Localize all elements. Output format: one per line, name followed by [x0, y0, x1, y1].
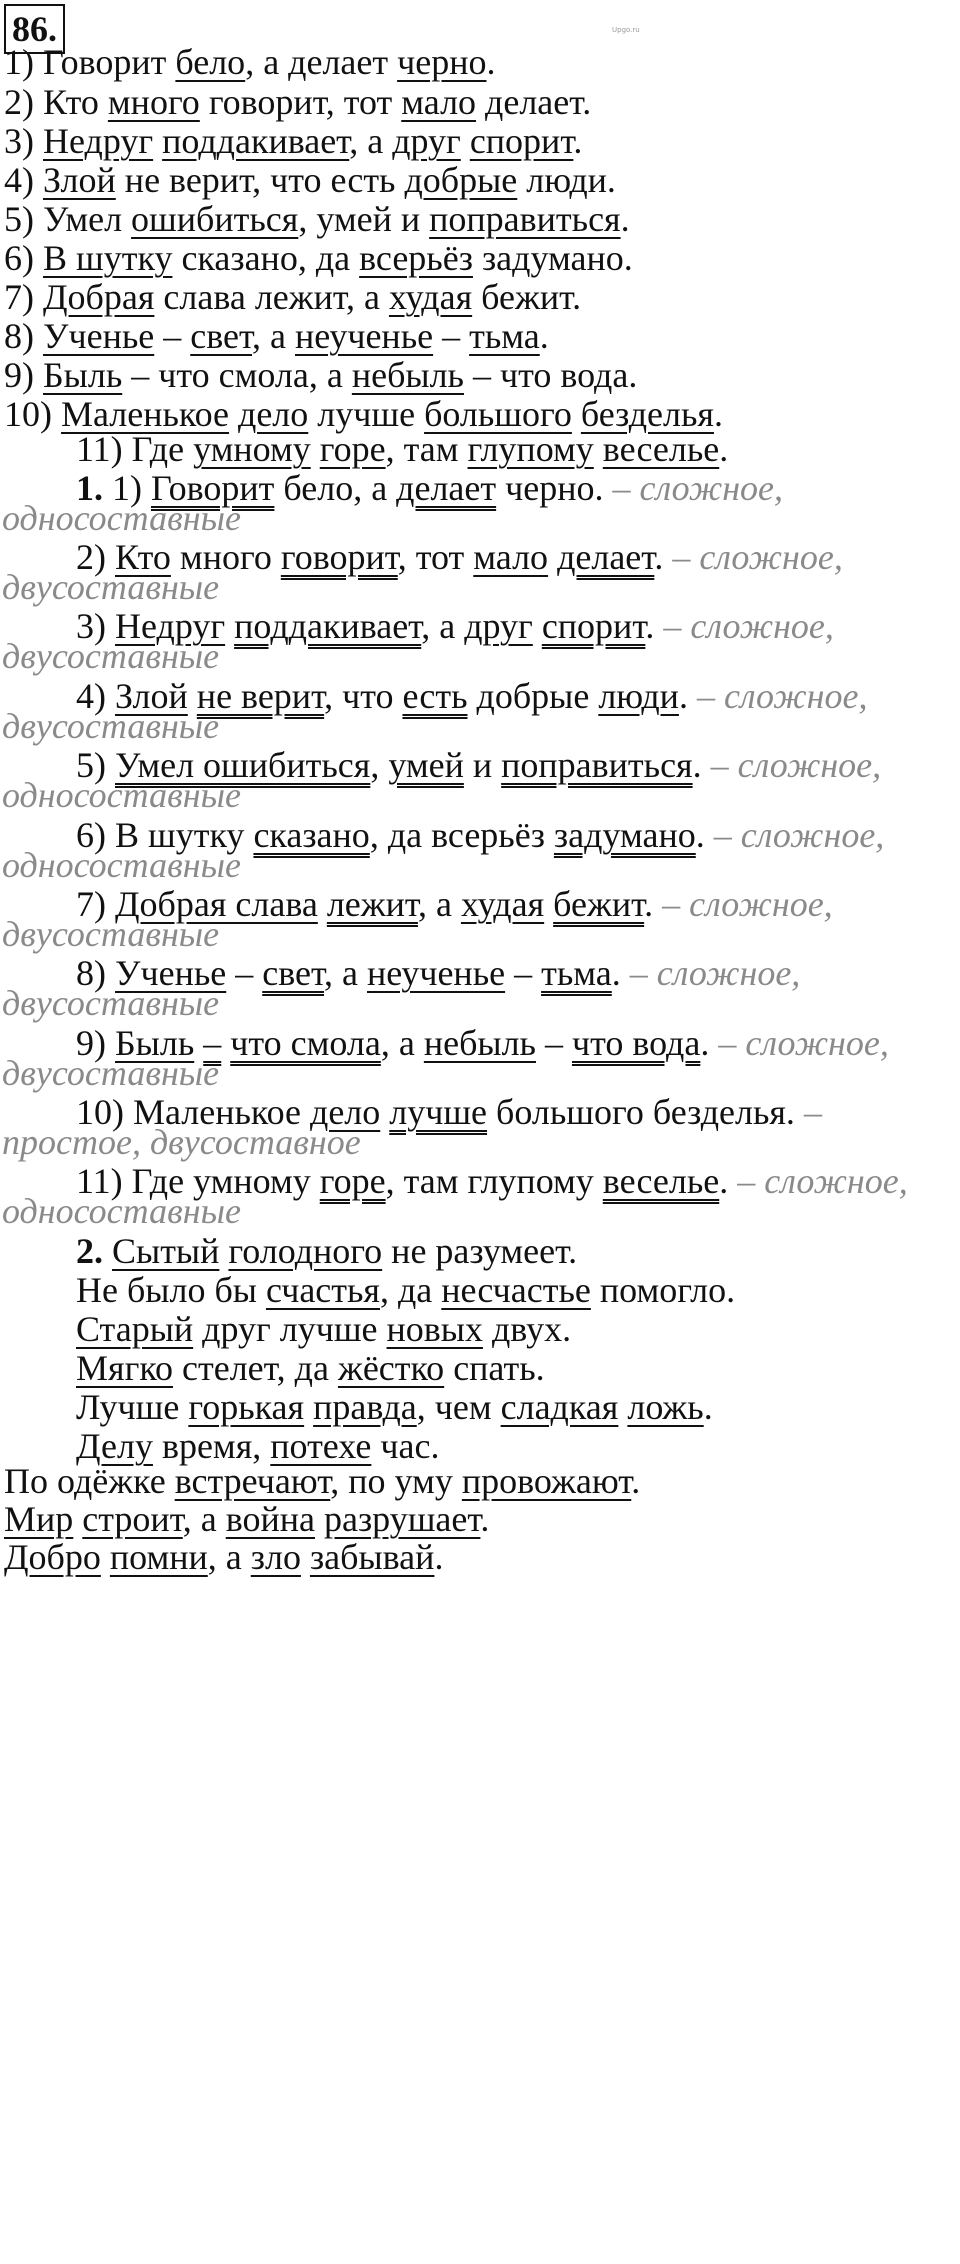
- underlined-word: Злой: [43, 160, 116, 200]
- underlined-word: веселье: [602, 429, 720, 469]
- underlined-word: Добрая: [43, 277, 155, 317]
- syntax-note: двусоставные: [2, 983, 220, 1023]
- syntax-note: односоставные: [2, 1191, 241, 1231]
- text-run: .: [695, 815, 714, 855]
- text-run: .: [654, 537, 673, 577]
- underlined-word: задумано: [553, 815, 696, 855]
- text-run: 11) Где: [76, 429, 194, 469]
- text-run: бежит.: [472, 277, 582, 317]
- underlined-word: Злой: [115, 676, 188, 716]
- syntax-note: двусоставные: [2, 706, 220, 746]
- text-run: 1) Говорит: [4, 42, 176, 82]
- underlined-word: Быль: [43, 355, 123, 395]
- underlined-word: тьма: [469, 316, 540, 356]
- underlined-word: глупому: [467, 429, 594, 469]
- underlined-word: потехе: [270, 1426, 372, 1466]
- underlined-word: делает: [557, 537, 655, 577]
- underlined-word: бело: [175, 42, 246, 82]
- text-run: .: [620, 199, 630, 239]
- underlined-word: неученье: [367, 953, 506, 993]
- text-run: – что смола, а: [122, 355, 352, 395]
- text-run: –: [505, 953, 542, 993]
- underlined-word: друг: [464, 606, 533, 646]
- syntax-note: – сложное,: [718, 1023, 889, 1063]
- text-run: [618, 1387, 627, 1427]
- text-run: 2) Кто: [4, 82, 108, 122]
- underlined-word: Мир: [4, 1499, 74, 1539]
- watermark: Upgo.ru: [612, 26, 640, 34]
- underlined-word: говорит: [280, 537, 398, 577]
- underlined-word: зло: [250, 1537, 301, 1577]
- text-run: [301, 1537, 310, 1577]
- text-run: , а: [252, 316, 295, 356]
- text-run: [544, 884, 553, 924]
- text-run: , а: [421, 606, 465, 646]
- text-run: 6): [4, 238, 43, 278]
- text-run: , да: [379, 1270, 442, 1310]
- text-run: 9): [76, 1023, 115, 1063]
- text-run: слава лежит, а: [154, 277, 389, 317]
- underlined-word: мало: [473, 537, 549, 577]
- text-run: , там глупому: [385, 1161, 603, 1201]
- text-run: .: [713, 394, 723, 434]
- text-run: .: [434, 1537, 444, 1577]
- underlined-word: Сытый: [112, 1231, 220, 1271]
- underlined-word: свет: [262, 953, 325, 993]
- text-run: 1.: [76, 468, 103, 508]
- underlined-word: Умел ошибиться: [115, 745, 371, 785]
- text-run: , тот: [397, 537, 474, 577]
- underlined-word: Недруг: [43, 121, 154, 161]
- text-run: [101, 1537, 110, 1577]
- text-run: делает.: [476, 82, 592, 122]
- text-run: спать.: [444, 1348, 545, 1388]
- text-run: , да всерьёз: [369, 815, 554, 855]
- text-run: .: [703, 1387, 713, 1427]
- underlined-word: горе: [319, 1161, 386, 1201]
- text-run: .: [692, 745, 711, 785]
- syntax-note: двусоставные: [2, 636, 220, 676]
- underlined-word: поддакивает: [162, 121, 350, 161]
- syntax-note: – сложное,: [629, 953, 801, 993]
- underlined-word: небыль: [423, 1023, 536, 1063]
- text-run: , а: [380, 1023, 424, 1063]
- syntax-note: –: [803, 1092, 822, 1132]
- underlined-word: счастья: [265, 1270, 380, 1310]
- text-run: лучше: [308, 394, 425, 434]
- text-run: помогло.: [590, 1270, 736, 1310]
- text-run: 9): [4, 355, 43, 395]
- text-run: [380, 1092, 389, 1132]
- text-run: [548, 537, 557, 577]
- underlined-word: бежит: [553, 884, 645, 924]
- syntax-note: – сложное,: [737, 1161, 908, 1201]
- underlined-word: добрые: [404, 160, 518, 200]
- text-run: 8): [76, 953, 115, 993]
- syntax-note: – сложное,: [696, 676, 868, 716]
- underlined-word: Добрая слава: [115, 884, 318, 924]
- text-run: 6) В шутку: [76, 815, 254, 855]
- text-run: – что вода.: [463, 355, 638, 395]
- text-run: –: [535, 1023, 572, 1063]
- underlined-word: Говорит: [151, 468, 275, 508]
- underlined-word: новых: [386, 1309, 483, 1349]
- text-run: 8): [4, 316, 43, 356]
- underlined-word: поддакивает: [234, 606, 422, 646]
- underlined-word: неученье: [295, 316, 434, 356]
- underlined-word: Маленькое: [61, 394, 230, 434]
- text-run: 11) Где умному: [76, 1161, 320, 1201]
- underlined-word: тьма: [541, 953, 612, 993]
- underlined-word: поправиться: [501, 745, 693, 785]
- text-run: 7): [76, 884, 115, 924]
- underlined-word: ошибиться: [131, 199, 299, 239]
- text-run: много: [170, 537, 281, 577]
- text-run: , там: [385, 429, 468, 469]
- syntax-note: двусоставные: [2, 914, 220, 954]
- underlined-word: Недруг: [115, 606, 226, 646]
- text-run: , а: [182, 1499, 226, 1539]
- underlined-word: что смола: [230, 1023, 381, 1063]
- underlined-word: худая: [388, 277, 473, 317]
- text-run: 2): [76, 537, 115, 577]
- exercise-number: 86: [12, 9, 48, 49]
- underlined-word: есть: [402, 676, 468, 716]
- text-run: 2.: [76, 1231, 103, 1271]
- text-run: , а делает: [245, 42, 398, 82]
- text-run: [225, 606, 234, 646]
- syntax-note: – сложное,: [713, 815, 885, 855]
- underlined-word: Ученье: [43, 316, 155, 356]
- text-run: .: [486, 42, 496, 82]
- syntax-note: – сложное,: [672, 537, 843, 577]
- text-run: 3): [4, 121, 43, 161]
- text-run: , чем: [416, 1387, 501, 1427]
- text-run: , а: [207, 1537, 251, 1577]
- text-run: 4): [76, 676, 115, 716]
- text-run: .: [573, 121, 583, 161]
- underlined-word: –: [203, 1023, 222, 1063]
- underlined-word: Кто: [115, 537, 171, 577]
- text-run: сказано, да: [172, 238, 360, 278]
- underlined-word: правда: [313, 1387, 417, 1427]
- text-run: час.: [371, 1426, 440, 1466]
- underlined-word: друг: [392, 121, 461, 161]
- underlined-word: Быль: [115, 1023, 195, 1063]
- underlined-word: несчастье: [441, 1270, 591, 1310]
- text-run: –: [154, 316, 191, 356]
- underlined-word: строит: [82, 1499, 183, 1539]
- underlined-word: сказано: [253, 815, 370, 855]
- underlined-word: дело: [310, 1092, 381, 1132]
- underlined-word: много: [107, 82, 200, 122]
- text-run: черно.: [496, 468, 613, 508]
- text-run: .: [631, 1461, 641, 1501]
- text-run: –: [433, 316, 470, 356]
- text-run: .: [700, 1023, 719, 1063]
- text-run: По одёжке: [4, 1461, 175, 1501]
- text-run: и: [463, 745, 502, 785]
- underlined-word: не верит: [196, 676, 325, 716]
- text-run: .: [611, 953, 630, 993]
- underlined-word: сладкая: [500, 1387, 619, 1427]
- text-run: люди.: [517, 160, 616, 200]
- underlined-word: жёстко: [337, 1348, 445, 1388]
- text-run: 7): [4, 277, 43, 317]
- syntax-note: односоставные: [2, 775, 241, 815]
- syntax-note: двусоставные: [2, 567, 220, 607]
- text-run: .: [644, 884, 663, 924]
- syntax-note: двусоставные: [2, 1053, 220, 1093]
- text-run: [318, 884, 327, 924]
- underlined-word: умному: [193, 429, 311, 469]
- syntax-note: – сложное,: [710, 745, 882, 785]
- underlined-word: горькая: [188, 1387, 305, 1427]
- text-run: Лучше: [76, 1387, 189, 1427]
- syntax-note: односоставные: [2, 498, 241, 538]
- underlined-word: делает: [396, 468, 497, 508]
- underlined-word: спорит: [469, 121, 574, 161]
- text-run: 5) Умел: [4, 199, 132, 239]
- text-run: , по уму: [330, 1461, 462, 1501]
- underlined-word: безделья: [580, 394, 714, 434]
- text-run: .: [719, 1161, 738, 1201]
- underlined-word: что вода: [571, 1023, 701, 1063]
- underlined-word: Делу: [76, 1426, 153, 1466]
- text-run: время,: [152, 1426, 271, 1466]
- text-run: [221, 1023, 230, 1063]
- text-run: добрые: [467, 676, 599, 716]
- underlined-word: В шутку: [43, 238, 173, 278]
- underlined-word: лучше: [389, 1092, 488, 1132]
- underlined-word: большого: [424, 394, 572, 434]
- text-run: бело, а: [274, 468, 397, 508]
- underlined-word: провожают: [461, 1461, 632, 1501]
- text-run: ,: [370, 745, 389, 785]
- underlined-word: горе: [319, 429, 386, 469]
- underlined-word: спорит: [541, 606, 646, 646]
- text-run: двух.: [482, 1309, 572, 1349]
- text-run: .: [480, 1499, 490, 1539]
- syntax-note: односоставные: [2, 845, 241, 885]
- exercise-number-dot: .: [48, 9, 57, 49]
- underlined-word: умей: [388, 745, 464, 785]
- syntax-note: – сложное,: [612, 468, 784, 508]
- underlined-word: худая: [460, 884, 545, 924]
- text-run: большого безделья.: [487, 1092, 804, 1132]
- text-run: , а: [417, 884, 461, 924]
- underlined-word: встречают: [174, 1461, 331, 1501]
- underlined-word: голодного: [228, 1231, 383, 1271]
- underlined-word: люди: [598, 676, 679, 716]
- underlined-word: Мягко: [76, 1348, 173, 1388]
- text-run: не верит, что есть: [115, 160, 405, 200]
- underlined-word: разрушает: [323, 1499, 481, 1539]
- text-run: , что: [324, 676, 403, 716]
- text-run: .: [539, 316, 549, 356]
- underlined-word: всерьёз: [359, 238, 473, 278]
- text-run: [533, 606, 542, 646]
- underlined-word: черно: [397, 42, 487, 82]
- underlined-word: Старый: [76, 1309, 194, 1349]
- text-run: –: [226, 953, 263, 993]
- text-run: Не было бы: [76, 1270, 266, 1310]
- text-run: 10) Маленькое: [76, 1092, 310, 1132]
- text-run: .: [645, 606, 664, 646]
- text-run: говорит, тот: [199, 82, 402, 122]
- underlined-word: небыль: [351, 355, 464, 395]
- text-run: , умей и: [298, 199, 430, 239]
- underlined-word: ложь: [627, 1387, 704, 1427]
- syntax-note: – сложное,: [662, 884, 833, 924]
- syntax-note: – сложное,: [663, 606, 834, 646]
- underlined-word: война: [225, 1499, 315, 1539]
- text-run: .: [719, 429, 729, 469]
- underlined-word: поправиться: [429, 199, 621, 239]
- text-run: 4): [4, 160, 43, 200]
- underlined-word: забывай: [309, 1537, 435, 1577]
- text-run: , а: [324, 953, 367, 993]
- underlined-word: дело: [238, 394, 309, 434]
- text-run: задумано.: [472, 238, 633, 278]
- underlined-word: Добро: [4, 1537, 101, 1577]
- underlined-word: помни: [109, 1537, 208, 1577]
- underlined-word: мало: [401, 82, 477, 122]
- underlined-word: свет: [190, 316, 253, 356]
- underlined-word: лежит: [326, 884, 418, 924]
- text-run: друг лучше: [193, 1309, 387, 1349]
- text-run: .: [678, 676, 697, 716]
- text-run: 1): [103, 468, 151, 508]
- task2-line: [4, 1532, 443, 1582]
- text-run: не разумеет.: [382, 1231, 578, 1271]
- text-run: стелет, да: [173, 1348, 338, 1388]
- text-run: , а: [349, 121, 393, 161]
- underlined-word: Ученье: [115, 953, 227, 993]
- text-run: 3): [76, 606, 115, 646]
- text-run: 10): [4, 394, 61, 434]
- underlined-word: веселье: [602, 1161, 720, 1201]
- text-run: 5): [76, 745, 115, 785]
- syntax-note: простое, двусоставное: [2, 1122, 361, 1162]
